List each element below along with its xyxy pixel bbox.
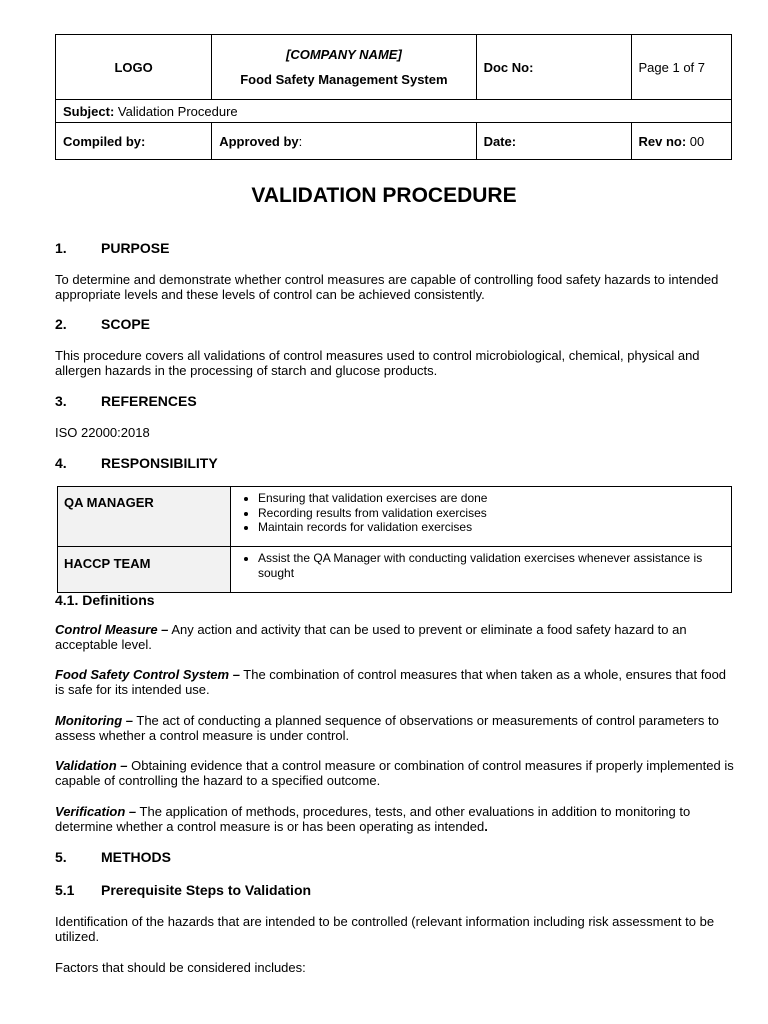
duties-cell (231, 487, 732, 547)
prerequisite-text: Identification of the hazards that are intended to be controlled (relevant information including risk assessment to be utilized. (55, 914, 715, 944)
factors-text: Factors that should be considered includes: (55, 960, 306, 975)
duties-cell (231, 547, 732, 593)
compiled-by-cell (56, 123, 212, 160)
subject-value: Validation Procedure (114, 103, 238, 119)
scope-text: This procedure covers all validations of control measures used to control microbiological, chemical, physical and allergen hazards in the processing of starch and glucose products. (55, 348, 700, 378)
definition-item: Validation – Obtaining evidence that a control measure or combination of control measures if properly implemented is capable of controlling the hazard to a specified outcome. (55, 758, 734, 788)
list-item: • Recording results from validation exercises (258, 506, 730, 521)
definition-item: Control Measure – Any action and activity that can be used to prevent or eliminate a food safety hazard to an acceptable level. (55, 622, 687, 652)
list-item: • Maintain records for validation exercises (258, 520, 730, 535)
definition-item: Food Safety Control System – The combination of control measures that when taken as a whole, ensures that food is safe for its intended use. (55, 667, 727, 697)
rev-cell (631, 123, 731, 160)
doc-no-label: Doc No: (476, 35, 631, 100)
heading-prerequisite-steps: 5.1 Prerequisite Steps to Validation (55, 882, 312, 898)
date-cell (476, 123, 631, 160)
role-cell: QA MANAGER (58, 487, 231, 547)
logo-cell: LOGO (56, 35, 212, 100)
heading-methods: 5. METHODS (55, 849, 171, 865)
page-number: Page 1 of 7 (631, 35, 731, 100)
document-title: VALIDATION PROCEDURE (251, 184, 517, 207)
approved-by-cell (212, 123, 476, 160)
heading-scope: 2. SCOPE (55, 316, 151, 332)
heading-responsibility: 4. RESPONSIBILITY (55, 455, 218, 471)
references-text: ISO 22000:2018 (55, 425, 150, 440)
approved-by-label: Approved by (219, 133, 299, 149)
role-cell: HACCP TEAM (58, 547, 231, 593)
rev-value: 00 (686, 133, 705, 149)
purpose-text: To determine and demonstrate whether control measures are capable of controlling food safety hazards to intended appropriate levels and these levels of control can be achieved consistently. (55, 272, 719, 302)
definition-item: Monitoring – The act of conducting a planned sequence of observations or measurements of control parameters to assess whether a control measure is under control. (55, 713, 719, 743)
date-label: Date: (483, 133, 517, 149)
rev-label: Rev no: (638, 133, 687, 149)
compiled-by-label: Compiled by: (63, 133, 146, 149)
system-name: Food Safety Management System (240, 72, 448, 87)
company-cell (212, 35, 476, 100)
company-name: [COMPANY NAME] (285, 47, 402, 62)
list-item: • Ensuring that validation exercises are done (258, 491, 730, 506)
subject-cell (56, 100, 732, 123)
heading-definitions: 4.1. Definitions (55, 592, 155, 608)
heading-purpose: 1. PURPOSE (55, 240, 170, 256)
table-row (58, 547, 732, 593)
definition-item: Verification – The application of methods, procedures, tests, and other evaluations in addition to monitoring to determine whether a control measure is or has been operating as intended. (55, 804, 691, 834)
table-row (58, 487, 732, 547)
approved-by-colon: : (298, 133, 303, 149)
subject-label: Subject: (63, 103, 115, 119)
heading-references: 3. REFERENCES (55, 393, 197, 409)
document-header-table (55, 34, 732, 160)
list-item: • Assist the QA Manager with conducting validation exercises whenever assistance is sought (258, 551, 730, 580)
responsibility-table (57, 486, 732, 593)
